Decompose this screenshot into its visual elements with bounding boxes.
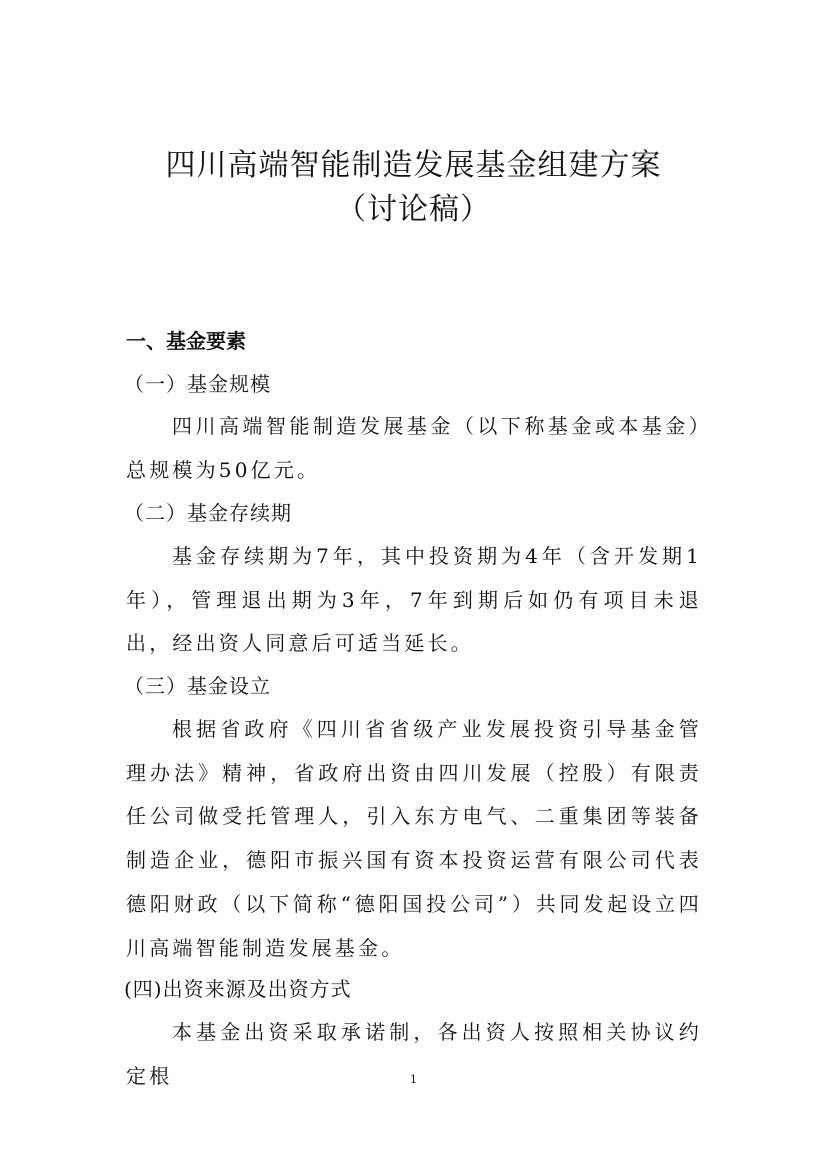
- paragraph-fund-size: 四川高端智能制造发展基金（以下称基金或本基金）总规模为50亿元。: [126, 414, 702, 482]
- document-subtitle: （讨论稿）: [336, 192, 491, 227]
- subsection-heading-fund-establishment: （三）基金设立: [124, 674, 271, 698]
- subsection-heading-capital-source: (四)出资来源及出资方式: [124, 977, 352, 1001]
- paragraph-fund-duration: 基金存续期为7年，其中投资期为4年（含开发期1年），管理退出期为3年，7年到期后如仍有项目未退出，经出资人同意后可适当延长。: [126, 544, 702, 656]
- subsection-heading-fund-size: （一）基金规模: [124, 372, 271, 396]
- subsection-heading-fund-duration: （二）基金存续期: [124, 501, 292, 525]
- paragraph-fund-establishment: 根据省政府《四川省省级产业发展投资引导基金管理办法》精神，省政府出资由四川发展（控股）有限责任公司做受托管理人，引入东方电气、二重集团等装备制造企业，德阳市振兴国有资本投资运营有限公司代表德阳财政（以下简称“德阳国投公司”）共同发起设立四川高端智能制造发展基金。: [126, 717, 702, 960]
- page-number: 1: [410, 1073, 417, 1086]
- paragraph-capital-source: 本基金出资采取承诺制，各出资人按照相关协议约定根: [126, 1020, 702, 1088]
- section-heading-fund-elements: 一、基金要素: [126, 329, 246, 353]
- document-title: 四川高端智能制造发展基金组建方案: [165, 148, 662, 183]
